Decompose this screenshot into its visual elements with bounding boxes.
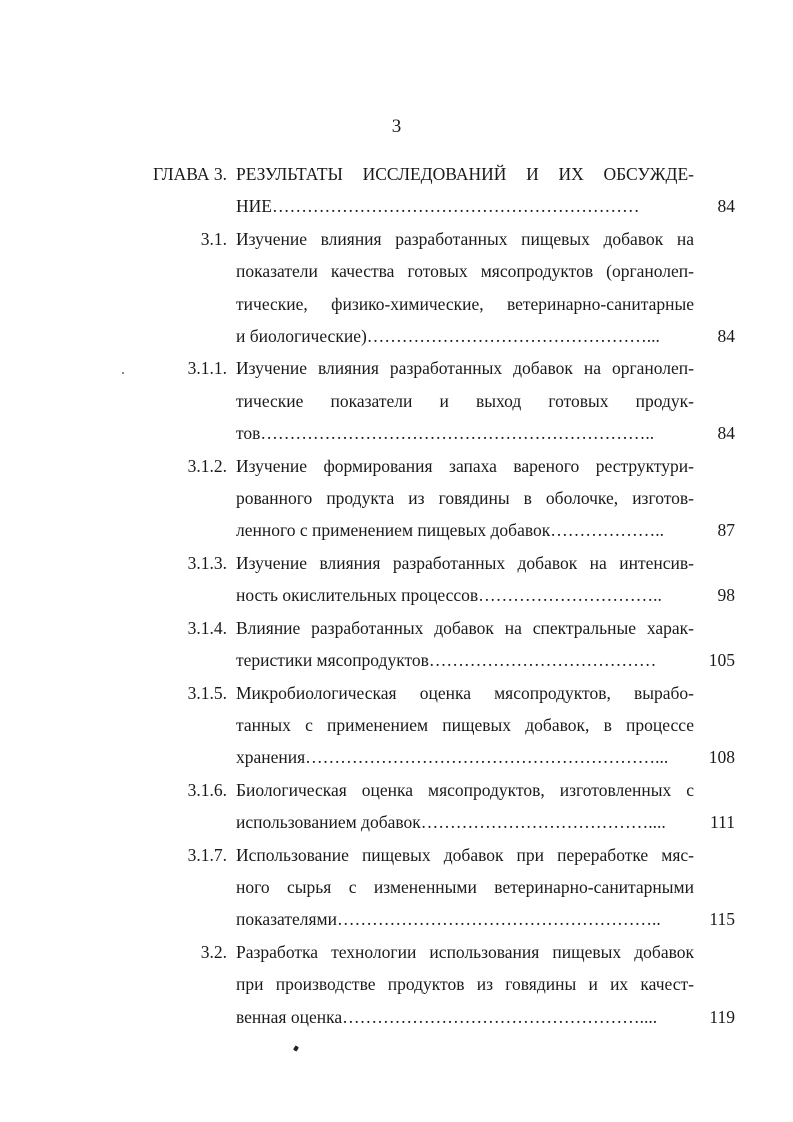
toc-entry-line: НИЕ……………………………………………………… [236, 196, 640, 217]
toc-entry-line: Изучение влияния разработанных добавок на органолеп- [236, 358, 694, 379]
toc-entry-3-1-3[interactable] [0, 547, 793, 612]
toc-entry-3-1-6[interactable] [0, 774, 793, 839]
toc-entry-number: 3.1.5. [187, 682, 227, 703]
toc-entry-number: 3.1.1. [187, 358, 227, 379]
toc-entry-line: Биологическая оценка мясопродуктов, изготовленных с [236, 779, 694, 800]
toc-entry-title [236, 352, 694, 449]
toc-entry-page: 98 [717, 585, 735, 606]
toc-entry-line: Изучение формирования запаха вареного реструктури- [236, 455, 694, 476]
scan-speck [293, 1045, 299, 1051]
toc-entry-line: Влияние разработанных добавок на спектральные харак- [236, 617, 694, 638]
toc-entry-page: 87 [717, 520, 735, 541]
scan-speck [122, 372, 124, 374]
toc-entry-page: 84 [717, 423, 735, 444]
toc-entry-line: ленного с применением пищевых добавок……………….. [236, 520, 664, 541]
page-number: 3 [391, 116, 402, 137]
toc-entry-line: и биологические)…………………………………………... [236, 326, 660, 347]
toc-entry-3-1-1[interactable] [0, 352, 793, 449]
toc-entry-line: Использование пищевых добавок при переработке мяс- [236, 844, 694, 865]
toc-entry-number: 3.1.6. [187, 779, 227, 800]
toc-entry-number: 3.1.2. [187, 455, 227, 476]
toc-entry-line: танных с применением пищевых добавок, в процессе [236, 714, 694, 735]
toc-entry-title [236, 936, 694, 1033]
toc-entry-line: ность окислительных процессов………………………….. [236, 585, 662, 606]
toc-entry-line: тов………………………………………………………….. [236, 423, 655, 444]
toc-entry-3-1-5[interactable] [0, 677, 793, 774]
table-of-contents [0, 158, 793, 1033]
toc-entry-3-1-7[interactable] [0, 839, 793, 936]
toc-entry-title [236, 450, 694, 547]
toc-entry-title [236, 547, 694, 612]
toc-entry-page: 111 [710, 812, 735, 833]
toc-entry-page: 105 [708, 650, 735, 671]
toc-entry-title [236, 677, 694, 774]
toc-entry-number: 3.2. [200, 941, 227, 962]
toc-entry-line: теристики мясопродуктов………………………………… [236, 650, 657, 671]
toc-entry-page: 84 [717, 326, 735, 347]
toc-entry-page: 108 [708, 747, 735, 768]
toc-entry-line: при производстве продуктов из говядины и их качест- [236, 974, 694, 995]
toc-entry-line: венная оценка…………………………………………….... [236, 1006, 658, 1027]
toc-entry-title [236, 839, 694, 936]
toc-entry-number: ГЛАВА 3. [152, 164, 227, 184]
toc-entry-chapter-3[interactable] [0, 158, 793, 223]
toc-entry-line: показатели качества готовых мясопродуктов (органолеп- [236, 261, 694, 282]
toc-entry-3-1-2[interactable] [0, 450, 793, 547]
toc-entry-title [236, 158, 694, 223]
toc-entry-number: 3.1.7. [187, 844, 227, 865]
toc-entry-page: 115 [709, 909, 735, 930]
toc-entry-3-2[interactable] [0, 936, 793, 1033]
toc-entry-line: Изучение влияния разработанных добавок на интенсив- [236, 552, 694, 573]
toc-entry-3-1-4[interactable] [0, 612, 793, 677]
toc-entry-number: 3.1.4. [187, 617, 227, 638]
toc-entry-line: Микробиологическая оценка мясопродуктов, вырабо- [236, 682, 694, 703]
toc-entry-line: Разработка технологии использования пищевых добавок [236, 941, 694, 962]
toc-entry-title [236, 223, 694, 353]
toc-entry-line: Изучение влияния разработанных пищевых добавок на [236, 228, 694, 249]
toc-entry-line: использованием добавок………………………………….... [236, 812, 666, 833]
toc-entry-line: ного сырья с измененными ветеринарно-санитарными [236, 876, 694, 897]
toc-entry-line: тические показатели и выход готовых продук- [236, 390, 694, 411]
toc-entry-page: 119 [709, 1006, 735, 1027]
toc-entry-number: 3.1. [200, 228, 227, 249]
toc-entry-page: 84 [717, 196, 735, 217]
toc-entry-line: хранения……………………………………………………... [236, 747, 669, 768]
toc-entry-3-1[interactable] [0, 223, 793, 353]
toc-entry-number: 3.1.3. [187, 552, 227, 573]
toc-entry-line: показателями……………………………………………….. [236, 909, 661, 930]
toc-entry-line: РЕЗУЛЬТАТЫ ИССЛЕДОВАНИЙ И ИХ ОБСУЖДЕ- [236, 164, 694, 184]
toc-entry-line: тические, физико-химические, ветеринарно-санитарные [236, 293, 694, 314]
toc-entry-title [236, 774, 694, 839]
toc-entry-title [236, 612, 694, 677]
toc-entry-line: рованного продукта из говядины в оболочке, изготов- [236, 488, 694, 509]
